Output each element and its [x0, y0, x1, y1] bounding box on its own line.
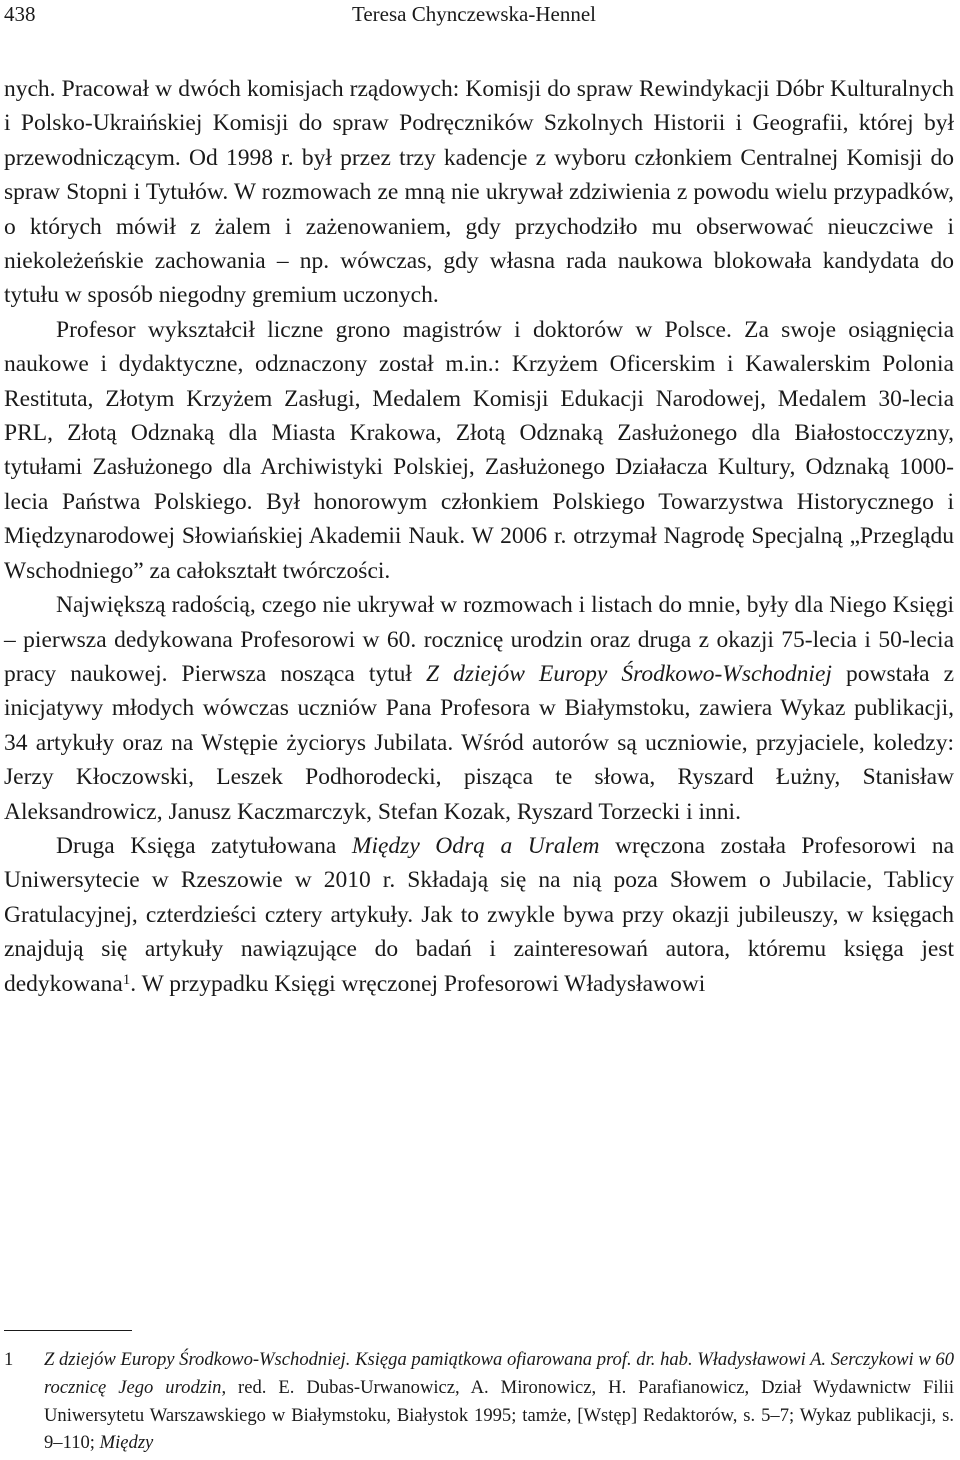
footnote-number: 1 [4, 1349, 14, 1370]
text-run: , red. E. Dubas-Urwanowicz, A. Mironowicz, H. Parafianowicz, Dział Wydawnictw Filii Uniwersytetu Warszawskiego w Białymstoku, Białystok 1995; tamże, [Wstęp] Redaktorów, s. 5–7; Wykaz publikacji, s. 9–110; [44, 1376, 954, 1454]
paragraph [4, 829, 954, 1001]
footnotes [4, 1346, 954, 1457]
running-head: Teresa Chynczewska-Hennel [352, 2, 597, 26]
italic-title: Między Odrą a Uralem [351, 832, 600, 859]
footnote [4, 1346, 954, 1457]
paragraph [4, 588, 954, 829]
body-text [4, 72, 954, 1001]
italic-title: Między [99, 1432, 154, 1454]
text-run: nych. Pracował w dwóch komisjach rządowych: Komisji do spraw Rewindykacji Dóbr Kulturalnych i Polsko-Ukraińskiej Komisji do spraw Podręczników Szkolnych Historii i Geografii, której był przewodniczącym. Od 1998 r. był przez trzy kadencje z wyboru członkiem Centralnej Komisji do spraw Stopni i Tytułów. W rozmowach ze mną nie ukrywał zdziwienia z powodu wielu przypadków, o których mówił z żalem i zażenowaniem, gdy przychodziło mu obserwować nieuczciwe i niekoleżeńskie zachowania – np. wówczas, gdy własna rada naukowa blokowała kandydata do tytułu w sposób niegodny gremium uczonych. [4, 76, 954, 309]
text-run: . W przypadku Księgi wręczonej Profesorowi Władysławowi [130, 970, 706, 997]
paragraph [4, 313, 954, 588]
italic-title: Z dziejów Europy Środkowo-Wschodniej. Księga pamiątkowa ofiarowana prof. dr. hab. Władysławowi A. Serczykowi w 60 rocznicę Jego urodzin [44, 1349, 954, 1398]
footnote-reference: 1 [122, 971, 131, 988]
text-run: Druga Księga zatytułowana [56, 832, 352, 859]
page-header [4, 0, 956, 28]
footnote-separator [4, 1330, 132, 1331]
paragraph [4, 72, 954, 313]
italic-title: Z dziejów Europy Środkowo-Wschodniej [425, 660, 832, 687]
page-number: 438 [4, 2, 36, 26]
text-run: Największą radością, czego nie ukrywał w rozmowach i listach do mnie, były dla Niego Księgi – pierwsza dedykowana Profesorowi w 60. rocznicę urodzin oraz druga z okazji 75-lecia i 50-lecia pracy naukowej. Pierwsza nosząca tytuł [4, 592, 954, 687]
text-run: Profesor wykształcił liczne grono magistrów i doktorów w Polsce. Za swoje osiągnięcia naukowe i dydaktyczne, odznaczony został m.in.: Krzyżem Oficerskim i Kawalerskim Polonia Restituta, Złotym Krzyżem Zasługi, Medalem Komisji Edukacji Narodowej, Medalem 30-lecia PRL, Złotą Odznaką dla Miasta Krakowa, Złotą Odznaką Zasłużonego dla Białostocczyzny, tytułami Zasłużonego dla Archiwistyki Polskiej, Zasłużonego Działacza Kultury, Odznaką 1000-lecia Państwa Polskiego. Był honorowym członkiem Polskiego Towarzystwa Historycznego i Międzynarodowej Słowiańskiej Akademii Nauk. W 2006 r. otrzymał Nagrodę Specjalną „Przeglądu Wschodniego” za całokształt twórczości. [4, 316, 954, 584]
text-run: wręczona została Profesorowi na Uniwersytecie w Rzeszowie w 2010 r. Składają się na nią poza Słowem o Jubilacie, Tablicy Gratulacyjnej, czterdzieści cztery artykuły. Jak to zwykle bywa przy okazji jubileuszy, w księgach znajdują się artykuły nawiązujące do badań i zainteresowań autora, któremu księga jest dedykowana [4, 832, 954, 997]
text-run: powstała z inicjatywy młodych wówczas uczniów Pana Profesora w Białymstoku, zawiera Wykaz publikacji, 34 artykuły oraz na Wstępie życiorys Jubilata. Wśród autorów są uczniowie, przyjaciele, koledzy: Jerzy Kłoczowski, Leszek Podhorodecki, pisząca te słowa, Ryszard Łużny, Stanisław Aleksandrowicz, Janusz Kaczmarczyk, Stefan Kozak, Ryszard Torzecki i inni. [4, 660, 955, 825]
